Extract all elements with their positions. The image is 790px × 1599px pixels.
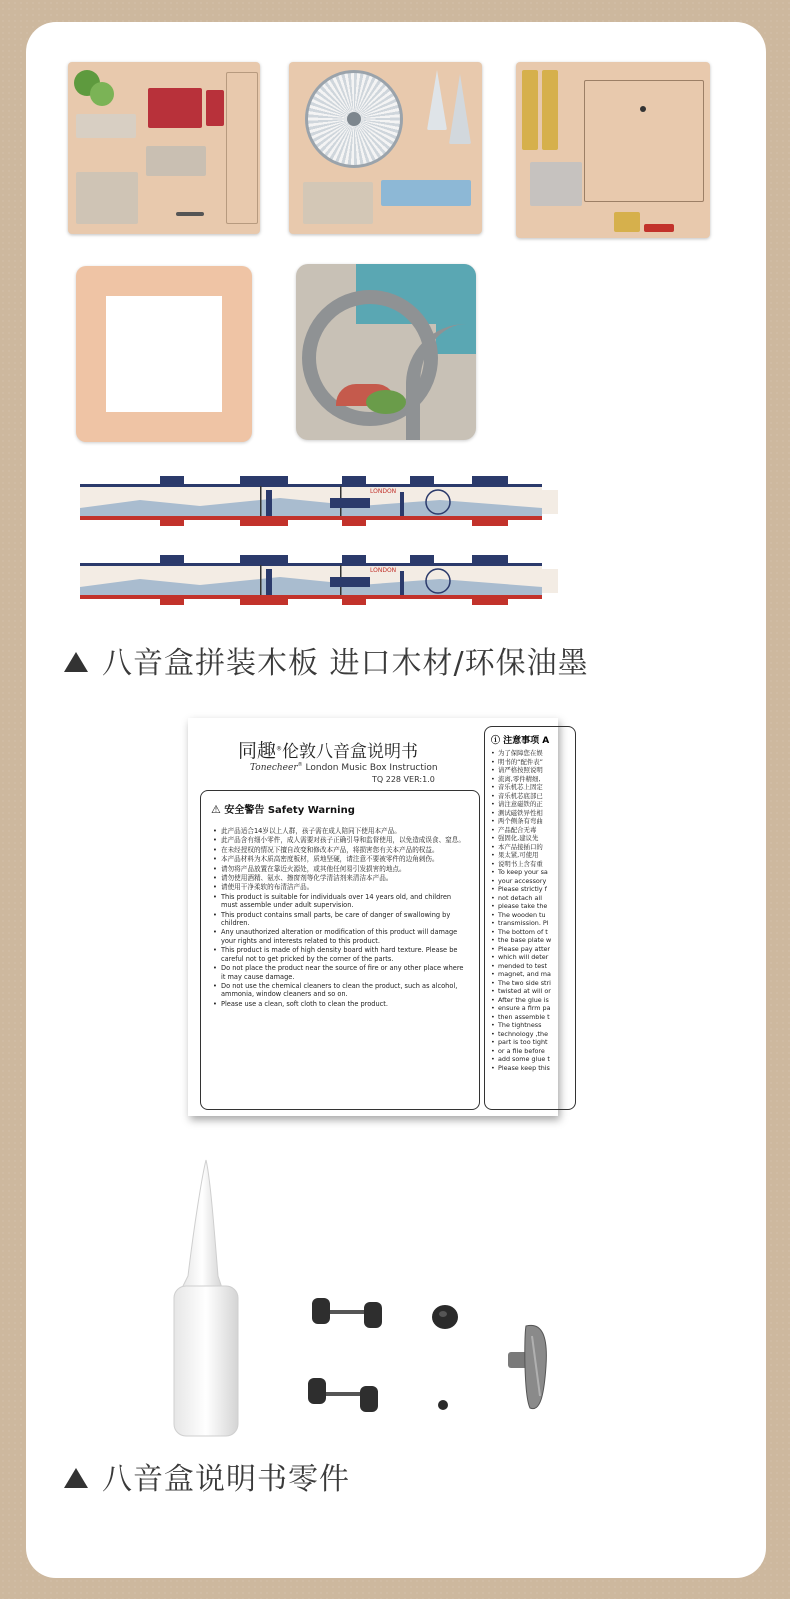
note-item: • then assemble t <box>491 1013 576 1022</box>
note-item: • not detach all <box>491 894 576 903</box>
panorama-strip-1 <box>80 476 558 528</box>
axle-wheel-part <box>310 1292 384 1336</box>
note-item: • mended to test <box>491 962 576 971</box>
note-item: • 为了保障您在娱 <box>491 749 576 758</box>
glue-bottle <box>166 1156 246 1440</box>
note-item: • Please pay atter <box>491 945 576 954</box>
triangle-icon <box>64 1468 88 1488</box>
safety-item: • 此产品适合14岁以上人群，孩子需在成人陪同下使用本产品。 <box>213 827 469 835</box>
safety-list <box>213 827 469 1009</box>
safety-heading-text: 安全警告 Safety Warning <box>224 805 355 816</box>
big-ben-piece <box>522 70 538 150</box>
note-item: • 果太紧,可使用 <box>491 851 576 860</box>
bridge-piece <box>381 180 471 206</box>
puzzle-board-2 <box>289 62 482 234</box>
strip-graphic <box>80 555 558 607</box>
small-piece <box>176 212 204 216</box>
warning-icon: ⚠ <box>211 803 221 816</box>
wind-key-part <box>504 1316 548 1416</box>
bus-piece <box>206 90 224 126</box>
note-item: • 说明书上含有重 <box>491 860 576 869</box>
safety-item: • Please use a clean, soft cloth to clean the product. <box>213 1000 469 1008</box>
palace-piece <box>76 114 136 138</box>
note-item: • To keep your sa <box>491 868 576 877</box>
tower-piece <box>449 74 471 144</box>
notes-heading <box>491 733 549 746</box>
note-item: • ensure a firm pa <box>491 1004 576 1013</box>
map-base-piece <box>296 264 476 440</box>
manual-version: TQ 228 VER:1.0 <box>372 775 435 784</box>
safety-item: • 此产品含有细小零件，成人需要对孩子正确引导和监督使用，以免造成误食、窒息。 <box>213 836 469 844</box>
note-item: • The two side stri <box>491 979 576 988</box>
green-area <box>366 390 406 414</box>
manual-title-text: 伦敦八音盒说明书 <box>282 742 419 762</box>
manual-brand-en: Tonecheer <box>250 763 298 773</box>
strip-graphic <box>80 476 558 528</box>
note-item: • 产品配合无毒 <box>491 826 576 835</box>
tree-piece <box>90 82 114 106</box>
safety-item: • This product contains small parts, be care of danger of swallowing by children. <box>213 911 469 928</box>
note-item: • technology ,the <box>491 1030 576 1039</box>
note-item: • 测试磁铁异性相 <box>491 809 576 818</box>
safety-item: • 请勿将产品放置在靠近火源处，或其他任何易引发损害的地点。 <box>213 865 469 873</box>
note-item: • 请注意磁铁的正 <box>491 800 576 809</box>
safety-item: • Do not place the product near the source of fire or any other place where it may cause damage. <box>213 964 469 981</box>
caption-boards <box>64 638 589 682</box>
note-item: • or a file before <box>491 1047 576 1056</box>
bridge-piece <box>303 182 373 224</box>
palace-piece <box>146 146 206 176</box>
cathedral-piece <box>530 162 582 206</box>
manual-subtitle-text: London Music Box Instruction <box>305 763 438 773</box>
panorama-strip-2 <box>80 555 558 607</box>
palace-piece <box>76 172 138 224</box>
frame-opening <box>106 296 222 412</box>
note-item: • twisted at will or <box>491 987 576 996</box>
small-magnet-part <box>436 1398 450 1412</box>
note-item: • 本产品接插口的 <box>491 843 576 852</box>
safety-heading <box>211 801 355 816</box>
axle-wheel-part <box>306 1374 380 1418</box>
base-piece <box>226 72 258 224</box>
notes-box <box>484 726 576 1110</box>
safety-item: • 在未经授权的情况下擅自改变和修改本产品，将损害您有关本产品的权益。 <box>213 846 469 854</box>
note-item: • After the glue is <box>491 996 576 1005</box>
note-item: • Please strictly f <box>491 885 576 894</box>
note-item: • your accessory <box>491 877 576 886</box>
manual-subtitle: Tonecheer® London Music Box Instruction <box>250 762 438 773</box>
note-item: • The bottom of t <box>491 928 576 937</box>
safety-item: • 请勿使用酒精、氨水、擦窗剂等化学清洁剂来清洁本产品。 <box>213 874 469 882</box>
note-item: • 明书的“配件表” <box>491 758 576 767</box>
strip-logo: LONDON <box>370 488 397 495</box>
bus-piece <box>148 88 202 128</box>
puzzle-board-3 <box>516 62 710 238</box>
note-item: • please take the <box>491 902 576 911</box>
safety-item: • 本产品材料为木质高密度板材，质地坚硬，请注意不要被零件的边角刺伤。 <box>213 855 469 863</box>
note-item: • 请严格按照说明 <box>491 766 576 775</box>
notes-heading-text: 注意事项 A <box>503 736 550 746</box>
note-item: • part is too tight <box>491 1038 576 1047</box>
hole <box>640 106 646 112</box>
safety-item: • 请使用干净柔软的布清洁产品。 <box>213 883 469 891</box>
note-item: • magnet, and ma <box>491 970 576 979</box>
house-piece <box>614 212 640 232</box>
note-item: • Please keep this <box>491 1064 576 1073</box>
caption-parts <box>64 1454 350 1498</box>
caption-boards-text: 八音盒拼装木板 进口木材/环保油墨 <box>102 646 589 681</box>
strip-logo: LONDON <box>370 567 397 574</box>
instruction-manual <box>188 718 558 1116</box>
note-item: • transmission. Pl <box>491 919 576 928</box>
manual-title: 同趣®伦敦八音盒说明书 <box>238 740 419 762</box>
note-item: • add some glue t <box>491 1055 576 1064</box>
safety-item: • Any unauthorized alteration or modification of this product will damage your rights and interests related to this product. <box>213 928 469 945</box>
note-item: • 两个侧条有弯曲 <box>491 817 576 826</box>
big-ben-piece <box>542 70 558 150</box>
note-item: • The tightness <box>491 1021 576 1030</box>
safety-item: • This product is made of high density board with hard texture. Please be careful not to get pricked by the corner of the parts. <box>213 946 469 963</box>
safety-item: • This product is suitable for individuals over 14 years old, and children must assemble under adult supervision. <box>213 893 469 910</box>
safety-warning-box <box>200 790 480 1110</box>
red-piece <box>644 224 674 232</box>
puzzle-board-1 <box>68 62 260 234</box>
safety-item: • Do not use the chemical cleaners to clean the product, such as alcohol, ammonia, window cleaners and so on. <box>213 982 469 999</box>
note-item: • 音乐机芯底部已 <box>491 792 576 801</box>
base-plate-piece <box>584 80 704 202</box>
notes-list <box>491 749 576 1072</box>
ferris-wheel-hub <box>347 112 361 126</box>
note-item: • the base plate w <box>491 936 576 945</box>
notes-icon: ⓘ <box>491 736 501 746</box>
note-item: • The wooden tu <box>491 911 576 920</box>
manual-brand-cn: 同趣 <box>238 740 277 762</box>
note-item: • 强固化,建议先 <box>491 834 576 843</box>
tower-piece <box>427 70 447 130</box>
note-item: • which will deter <box>491 953 576 962</box>
note-item: • 音乐机芯上固定 <box>491 783 576 792</box>
triangle-icon <box>64 652 88 672</box>
magnet-part <box>430 1302 460 1332</box>
caption-parts-text: 八音盒说明书零件 <box>102 1462 350 1497</box>
square-frame-piece <box>76 266 252 442</box>
note-item: • 流离,零件精细, <box>491 775 576 784</box>
